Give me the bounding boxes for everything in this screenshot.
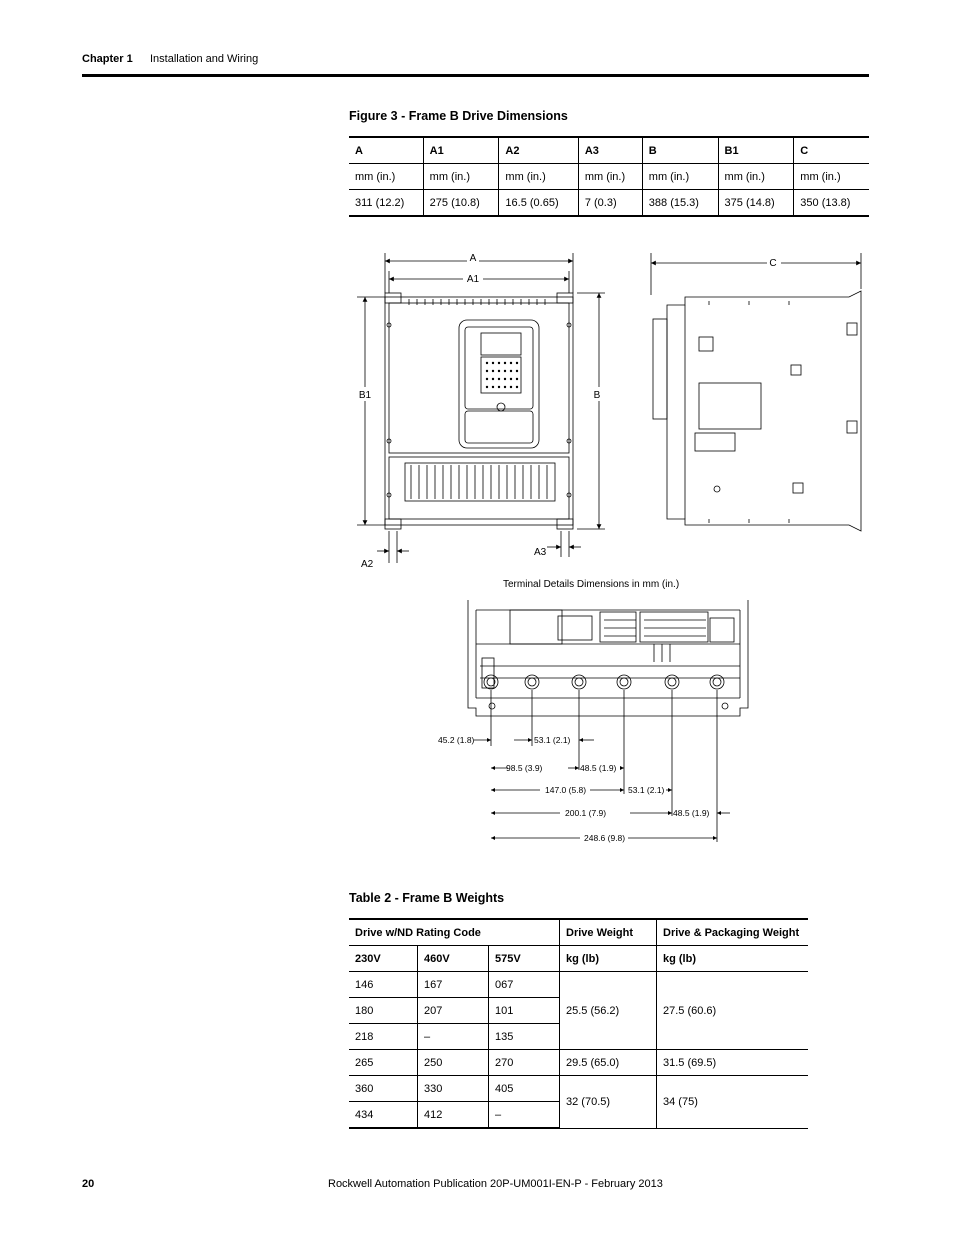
dim-value: 275 (10.8) bbox=[423, 190, 499, 217]
dim-unit: mm (in.) bbox=[578, 164, 642, 190]
dim-header: A3 bbox=[578, 137, 642, 164]
terminal-dim-3: 98.5 (3.9) bbox=[506, 763, 543, 773]
packaging-weight: 27.5 (60.6) bbox=[657, 972, 809, 1050]
rating-575v: 067 bbox=[489, 972, 560, 998]
table-row bbox=[349, 1050, 808, 1076]
dim-value: 7 (0.3) bbox=[578, 190, 642, 217]
dimensions-table bbox=[349, 136, 869, 217]
rating-460v: 250 bbox=[418, 1050, 489, 1076]
dim-unit: mm (in.) bbox=[718, 164, 794, 190]
dim-value: 350 (13.8) bbox=[794, 190, 869, 217]
rating-230v: 434 bbox=[349, 1102, 418, 1129]
header-rule bbox=[82, 74, 869, 77]
dim-value: 388 (15.3) bbox=[642, 190, 718, 217]
rating-460v: 412 bbox=[418, 1102, 489, 1129]
vent-slits-bottom bbox=[411, 465, 547, 499]
dim-unit: mm (in.) bbox=[349, 164, 423, 190]
table-row bbox=[349, 946, 808, 972]
dim-value: 311 (12.2) bbox=[349, 190, 423, 217]
rating-460v: 330 bbox=[418, 1076, 489, 1102]
table-row bbox=[349, 919, 808, 946]
terminal-dim-1: 45.2 (1.8) bbox=[438, 735, 475, 745]
weights-header-rating: Drive w/ND Rating Code bbox=[349, 919, 560, 946]
dim-unit: mm (in.) bbox=[794, 164, 869, 190]
rating-460v: – bbox=[418, 1024, 489, 1050]
table-caption: Table 2 - Frame B Weights bbox=[349, 891, 505, 905]
rating-575v: 405 bbox=[489, 1076, 560, 1102]
table-row bbox=[349, 190, 869, 217]
terminal-caption: Terminal Details Dimensions in mm (in.) bbox=[503, 579, 680, 590]
weights-subheader: 460V bbox=[418, 946, 489, 972]
terminal-dimension-drawing bbox=[430, 598, 750, 848]
dim-value: 16.5 (0.65) bbox=[499, 190, 578, 217]
rating-230v: 360 bbox=[349, 1076, 418, 1102]
dim-header: B1 bbox=[718, 137, 794, 164]
dim-unit: mm (in.) bbox=[642, 164, 718, 190]
dim-unit: mm (in.) bbox=[423, 164, 499, 190]
table-row bbox=[349, 972, 808, 998]
weights-subheader: 230V bbox=[349, 946, 418, 972]
dim-label-a1: A1 bbox=[466, 274, 480, 285]
terminal-dim-9: 248.6 (9.8) bbox=[584, 833, 626, 843]
rating-230v: 146 bbox=[349, 972, 418, 998]
rating-575v: 101 bbox=[489, 998, 560, 1024]
weights-header-packaging: Drive & Packaging Weight bbox=[657, 919, 809, 946]
dim-header: B bbox=[642, 137, 718, 164]
dim-label-a2: A2 bbox=[361, 559, 374, 570]
terminal-dim-5: 147.0 (5.8) bbox=[545, 785, 587, 795]
rating-575v: 270 bbox=[489, 1050, 560, 1076]
dim-label-c: C bbox=[769, 258, 777, 269]
drive-weight: 29.5 (65.0) bbox=[560, 1050, 657, 1076]
chapter-label: Chapter 1 bbox=[82, 53, 133, 65]
dim-unit: mm (in.) bbox=[499, 164, 578, 190]
rating-460v: 207 bbox=[418, 998, 489, 1024]
terminal-dim-8: 48.5 (1.9) bbox=[673, 808, 710, 818]
weights-subheader: kg (lb) bbox=[560, 946, 657, 972]
terminal-dim-4: 48.5 (1.9) bbox=[580, 763, 617, 773]
dim-value: 375 (14.8) bbox=[718, 190, 794, 217]
terminal-dim-2: 53.1 (2.1) bbox=[534, 735, 571, 745]
dim-header: A2 bbox=[499, 137, 578, 164]
weights-table bbox=[349, 918, 808, 1129]
rating-230v: 180 bbox=[349, 998, 418, 1024]
packaging-weight: 31.5 (69.5) bbox=[657, 1050, 809, 1076]
table-row bbox=[349, 1076, 808, 1102]
dim-header: A1 bbox=[423, 137, 499, 164]
dim-label-a3: A3 bbox=[534, 547, 547, 558]
table-row bbox=[349, 137, 869, 164]
drive-weight: 25.5 (56.2) bbox=[560, 972, 657, 1050]
table-row bbox=[349, 164, 869, 190]
dim-header: C bbox=[794, 137, 869, 164]
vent-slits-top bbox=[409, 299, 545, 305]
drive-dimension-drawing bbox=[349, 245, 869, 575]
terminal-dim-7: 200.1 (7.9) bbox=[565, 808, 607, 818]
weights-subheader: kg (lb) bbox=[657, 946, 809, 972]
dim-header: A bbox=[349, 137, 423, 164]
drive-weight: 32 (70.5) bbox=[560, 1076, 657, 1129]
dim-label-b: B bbox=[593, 390, 601, 401]
packaging-weight: 34 (75) bbox=[657, 1076, 809, 1129]
weights-header-drive: Drive Weight bbox=[560, 919, 657, 946]
weights-subheader: 575V bbox=[489, 946, 560, 972]
rating-575v: – bbox=[489, 1102, 560, 1129]
hmi-module bbox=[459, 320, 539, 448]
page-number: 20 bbox=[82, 1178, 95, 1190]
terminal-block-strips bbox=[604, 620, 706, 662]
rating-230v: 265 bbox=[349, 1050, 418, 1076]
side-view bbox=[653, 291, 861, 531]
rating-460v: 167 bbox=[418, 972, 489, 998]
chapter-title: Installation and Wiring bbox=[150, 53, 259, 65]
terminal-dim-6: 53.1 (2.1) bbox=[628, 785, 665, 795]
rating-575v: 135 bbox=[489, 1024, 560, 1050]
dim-label-a: A bbox=[469, 253, 477, 264]
rating-230v: 218 bbox=[349, 1024, 418, 1050]
power-terminal-lugs bbox=[484, 675, 724, 689]
dim-label-b1: B1 bbox=[358, 390, 372, 401]
figure-caption: Figure 3 - Frame B Drive Dimensions bbox=[349, 109, 568, 123]
publication-info: Rockwell Automation Publication 20P-UM001I-EN-P - February 2013 bbox=[328, 1178, 663, 1190]
